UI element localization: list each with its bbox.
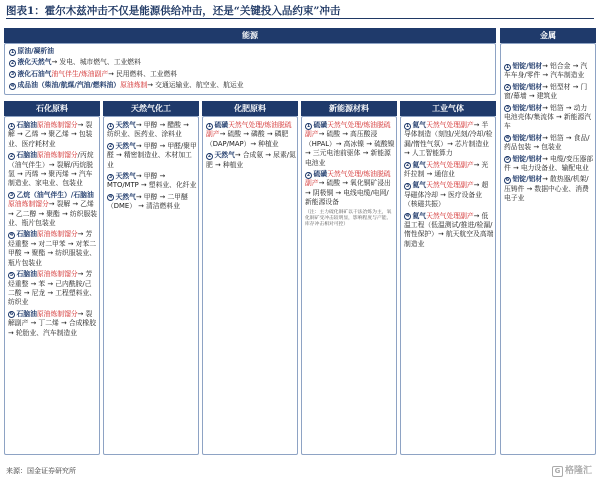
item-source-tag: 原油炼制馏分	[36, 270, 78, 279]
item-chain: → 铝合金 → 汽车车身/零件 → 汽车制造业	[504, 62, 588, 80]
item-number-icon: 1	[306, 123, 311, 129]
item-chain: → 甲醇 → MTO/MTP → 塑料业、化纤业	[107, 172, 197, 190]
item-chain: → 半导体制造（刻蚀/光刻/冷却/检漏/惰性气氛）→ 芯片制造业 → 人工智能算力	[404, 121, 493, 158]
item-chain: → 低温工程（低温测试/推进/检漏/惰性保护）→ 航天航空及高端制造业	[404, 211, 494, 248]
item-name: 成品油（柴油/航煤/汽油/燃料油）	[17, 81, 121, 90]
metals-box	[500, 43, 596, 455]
item-chain: → 芳烃重整 → 对二甲苯 → 对苯二甲酸 → 聚酯 → 纺织服装业、瓶片包装业	[8, 230, 97, 267]
item-name: 氦气	[412, 160, 427, 169]
item-number-icon: 4	[108, 195, 113, 201]
energy-item	[9, 81, 493, 90]
petrochem-item	[8, 230, 98, 268]
petrochem-box	[4, 116, 100, 455]
newenergy-box	[301, 116, 397, 455]
item-chain: → 甲醇 → 二甲醚（DME） → 清洁燃料业	[107, 192, 188, 211]
item-name: 天然气	[115, 192, 136, 201]
item-source-tag: 油气伴生/炼油副产	[51, 69, 109, 78]
item-chain: → 光纤拉制 → 通信业	[404, 160, 489, 179]
item-number-icon: 2	[10, 60, 15, 66]
item-source-tag: 原油炼制馏分	[36, 151, 78, 160]
petrochem-item	[8, 270, 98, 308]
item-chain: → 硫酸 → 磷酸 → 磷肥（DAP/MAP）→ 种植业	[206, 130, 289, 148]
gaschem-item	[107, 121, 197, 140]
item-chain: → 铝箔 → 食品/药品包装 → 包装业	[504, 133, 590, 152]
petrochem-item	[8, 121, 98, 149]
item-number-icon: 1	[108, 123, 113, 129]
item-chain: → 交通运输业、航空业、航运业	[147, 81, 244, 90]
fert-header: 化肥原料	[202, 101, 298, 116]
item-name: 石脑油	[16, 151, 37, 160]
item-chain: → 铝箔 → 动力电池壳体/集流体 → 新能源汽车	[504, 103, 592, 131]
item-name: 氦气	[412, 181, 427, 190]
energy-item	[9, 58, 493, 67]
item-name: 天然气	[115, 172, 136, 181]
industrial-item	[404, 212, 494, 250]
item-number-icon: 4	[405, 214, 410, 220]
newenergy-note: （注：主力硫化铜矿以干法冶炼为主，氧化铜矿受冲击较明显，影响程度与产能、库存冲击相对可控）	[305, 209, 392, 228]
item-source-tag: 原油炼制	[120, 81, 148, 90]
watermark-logo: G 格隆汇	[552, 463, 592, 477]
logo-icon: G	[552, 466, 563, 477]
item-source-tag: 天然气处理副产	[426, 211, 474, 220]
industrial-item	[404, 121, 494, 159]
metals-item	[504, 104, 594, 132]
energy-item	[9, 70, 493, 79]
fert-box	[202, 116, 298, 455]
item-name: 铝锭/铝材	[512, 82, 543, 91]
petrochem-item	[8, 310, 98, 338]
industrial-item	[404, 181, 494, 209]
energy-list	[9, 47, 493, 93]
item-number-icon: 4	[505, 136, 510, 142]
item-name: 铝锭/铝材	[512, 133, 543, 142]
item-chain: → 甲醇 → 醋酸 → 纺织业、医药业、涂料业	[107, 121, 189, 139]
item-source-tag: 原油炼制馏分	[36, 230, 78, 239]
gaschem-box	[103, 116, 199, 455]
gaschem-item	[107, 172, 197, 191]
item-number-icon: 2	[9, 153, 14, 159]
item-number-icon: 2	[306, 172, 311, 178]
item-number-icon: 3	[10, 72, 15, 78]
gaschem-item	[107, 142, 197, 170]
gaschem-item	[107, 193, 197, 212]
industrial-item	[404, 161, 494, 180]
petrochem-list	[8, 121, 98, 340]
item-number-icon: 4	[10, 83, 15, 89]
metals-list	[504, 62, 594, 206]
item-source-tag: 原油炼制馏分	[8, 200, 49, 209]
item-name: 液化石油气	[17, 69, 52, 78]
gaschem-header: 天然气化工	[103, 101, 199, 116]
item-source-tag: 天然气处理副产	[426, 160, 474, 169]
item-source-tag: 天然气处理副产	[426, 181, 474, 190]
item-source-tag: 天然气处理/炼油脱硫副产	[206, 121, 292, 139]
metals-item	[504, 83, 594, 102]
industrial-box	[400, 116, 496, 455]
item-chain: → 裂解副产 → 丁二烯 → 合成橡胶 → 轮胎业、汽车制造业	[8, 309, 97, 337]
metals-item	[504, 175, 594, 203]
item-number-icon: 1	[10, 49, 15, 55]
petrochem-item	[8, 191, 98, 229]
item-number-icon: 6	[505, 177, 510, 183]
item-number-icon: 1	[405, 123, 410, 129]
item-name: 硫磺	[313, 121, 328, 129]
item-name: 铝锭/铝材	[512, 175, 543, 184]
item-number-icon: 5	[505, 157, 510, 163]
item-name: 石脑油	[16, 270, 37, 279]
item-name: 氦气	[412, 211, 427, 220]
item-number-icon: 1	[207, 123, 212, 129]
item-source-tag: 天然气处理/炼油脱硫副产	[305, 121, 391, 139]
energy-header: 能源	[4, 28, 496, 43]
item-chain: → 硫酸 → 高压酸浸（HPAL）→ 高冰镍 → 硫酸镍 → 三元电池前驱体 → 新能源电池业	[305, 130, 395, 167]
item-number-icon: 3	[405, 183, 410, 189]
gaschem-list	[107, 121, 197, 214]
item-source-tag: 原油炼制馏分	[36, 121, 78, 129]
item-name: 硫磺	[214, 121, 229, 129]
item-chain: → 电缆/变压器部件 → 电力设备业、输配电业	[504, 154, 594, 173]
item-chain: → 民用燃料、工业燃料	[108, 69, 178, 78]
item-number-icon: 2	[108, 144, 113, 150]
source-note: 来源：国金证券研究所	[6, 467, 76, 475]
item-number-icon: 3	[505, 106, 510, 112]
item-name: 乙烷（油气伴生）/石脑油	[16, 190, 94, 199]
industrial-list	[404, 121, 494, 251]
item-name: 铝锭/铝材	[512, 103, 543, 112]
item-number-icon: 4	[9, 232, 14, 238]
metals-item	[504, 134, 594, 153]
item-name: 石脑油	[16, 309, 37, 318]
item-chain: → 硫酸 → 氧化铜矿浸出 → 阴极铜 → 电线电缆/电网/新能源设备	[305, 179, 391, 207]
item-chain: → 散热器/机架/压铸件 → 数据中心业、消费电子业	[504, 175, 589, 203]
item-number-icon: 5	[9, 272, 14, 278]
newenergy-item	[305, 121, 395, 168]
item-chain: /丙烷（油气伴生）→ 裂解/丙烷脱氢 → 丙烯 → 聚丙烯 → 汽车制造业、家电业、包装业	[8, 151, 94, 188]
item-chain: → 发电、城市燃气、工业燃料	[51, 58, 141, 67]
item-chain: → 超导磁体冷却 → 医疗设备业（核磁共振）	[404, 181, 489, 209]
newenergy-header: 新能源材料	[301, 101, 397, 116]
item-number-icon: 6	[9, 312, 14, 318]
item-number-icon: 1	[505, 64, 510, 70]
item-name: 天然气	[115, 121, 136, 129]
item-chain: → 铝型材 → 门窗/幕墙 → 建筑业	[504, 82, 588, 101]
item-name: 铝锭/铝材	[512, 154, 543, 163]
item-source-tag: 原油炼制馏分	[36, 309, 78, 318]
item-name: 硫磺	[313, 170, 328, 179]
item-source-tag: 天然气处理副产	[426, 121, 474, 129]
item-number-icon: 2	[405, 163, 410, 169]
item-source-tag: 天然气处理/炼油脱硫副产	[305, 170, 391, 188]
metals-item	[504, 62, 594, 81]
item-chain: → 裂解 → 乙烯 → 乙二醇 → 聚酯 → 纺织服装业、瓶片包装业	[8, 200, 98, 228]
item-name: 石脑油	[16, 230, 37, 239]
item-chain: → 合成氨 → 尿素/氮肥 → 种植业	[206, 151, 296, 169]
item-name: 铝锭/铝材	[512, 62, 543, 70]
item-number-icon: 2	[207, 153, 212, 159]
item-chain: → 芳烃重整 → 苯 → 己内酰胺/己二酸 → 尼龙 → 工程塑料业、纺织业	[8, 270, 97, 307]
item-name: 氦气	[412, 121, 427, 129]
item-chain: → 裂解 → 乙烯 → 聚乙烯 → 包装业、医疗耗材业	[8, 121, 93, 148]
metals-header: 金属	[500, 28, 596, 43]
item-number-icon: 2	[505, 85, 510, 91]
metals-item	[504, 155, 594, 174]
fert-item	[206, 151, 296, 170]
item-name: 原油/凝析油	[17, 47, 54, 55]
item-name: 天然气	[214, 151, 235, 160]
fert-list	[206, 121, 296, 172]
item-name: 液化天然气	[17, 58, 52, 67]
figure-title: 图表1：霍尔木兹冲击不仅是能源供给冲击，还是“关键投入品约束”冲击	[6, 3, 594, 19]
item-chain: → 甲醇 → 甲醛/聚甲醛 → 精密制造业、木材加工业	[107, 141, 197, 169]
petrochem-header: 石化原料	[4, 101, 100, 116]
item-number-icon: 3	[9, 193, 14, 199]
petrochem-item	[8, 151, 98, 189]
industrial-header: 工业气体	[400, 101, 496, 116]
energy-box	[4, 43, 496, 95]
newenergy-list	[305, 121, 395, 232]
item-number-icon: 1	[9, 123, 14, 129]
fert-item	[206, 121, 296, 149]
energy-item	[9, 47, 493, 56]
item-name: 天然气	[115, 141, 136, 150]
item-number-icon: 3	[108, 174, 113, 180]
newenergy-item	[305, 170, 395, 208]
item-name: 石脑油	[16, 121, 37, 129]
